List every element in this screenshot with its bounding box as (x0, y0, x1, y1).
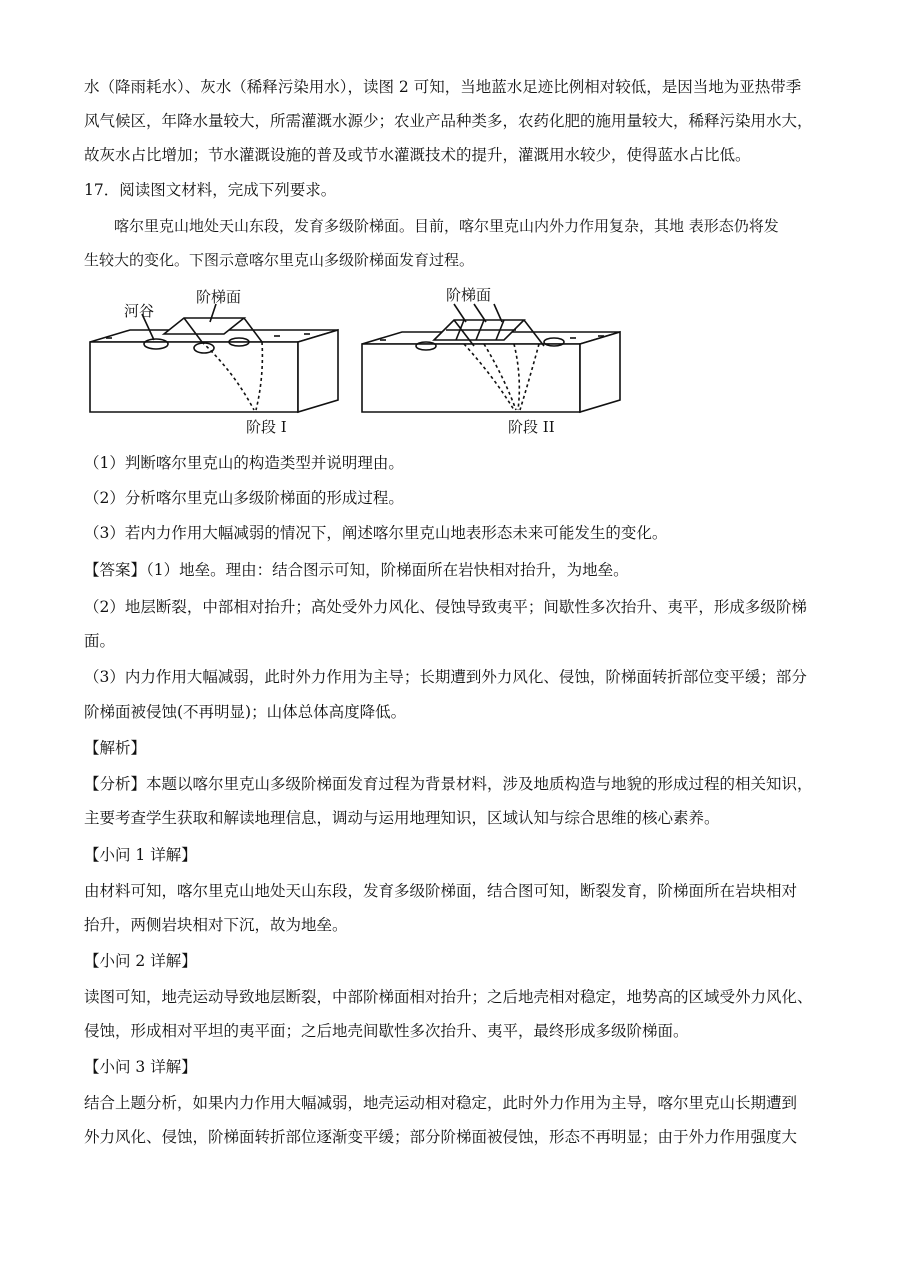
q1-line: 抬升，两侧岩块相对下沉，故为地垒。 (84, 916, 348, 934)
intro-line: 水（降雨耗水）、灰水（稀释污染用水），读图 2 可知，当地蓝水足迹比例相对较低，是因当地为亚热带季 (84, 78, 802, 96)
question-item: （3）若内力作用大幅减弱的情况下，阐述喀尔里克山地表形态未来可能发生的变化。 (84, 524, 668, 542)
q3-line: 外力风化、侵蚀，阶梯面转折部位逐渐变平缓；部分阶梯面被侵蚀，形态不再明显；由于外力作用强度大 (84, 1128, 798, 1146)
terrace-development-figure (84, 282, 644, 442)
answer-line: （2）地层断裂，中部相对抬升；高处受外力风化、侵蚀导致夷平；间歇性多次抬升、夷平，形成多级阶梯 (84, 598, 807, 616)
question-title: 17．阅读图文材料，完成下列要求。 (84, 181, 337, 199)
stage2-terrace-label: 阶梯面 (446, 286, 492, 304)
q2-line: 读图可知，地壳运动导致地层断裂，中部阶梯面相对抬升；之后地壳相对稳定，地势高的区域受外力风化、 (84, 988, 813, 1006)
intro-line: 风气候区，年降水量较大，所需灌溉水源少；农业产品种类多，农药化肥的施用量较大，稀释污染用水大， (84, 112, 813, 130)
answer-line: 阶梯面被侵蚀(不再明显)；山体总体高度降低。 (84, 703, 407, 721)
material-line: 生较大的变化。下图示意喀尔里克山多级阶梯面发育过程。 (84, 251, 475, 269)
q3-header: 【小问 3 详解】 (84, 1058, 197, 1076)
analysis-line: 【分析】本题以喀尔里克山多级阶梯面发育过程为背景材料，涉及地质构造与地貌的形成过程的相关知识， (84, 775, 813, 793)
answer-line: 【答案】（1）地垒。理由：结合图示可知，阶梯面所在岩快相对抬升，为地垒。 (84, 561, 629, 579)
analysis-line: 主要考查学生获取和解读地理信息，调动与运用地理知识，区域认知与综合思维的核心素养。 (84, 809, 720, 827)
stage1-valley-label: 河谷 (124, 302, 155, 320)
stage2-caption: 阶段 II (508, 418, 555, 436)
q2-line: 侵蚀，形成相对平坦的夷平面；之后地壳间歇性多次抬升、夷平，最终形成多级阶梯面。 (84, 1022, 689, 1040)
analysis-header: 【解析】 (84, 739, 147, 757)
question-item: （1）判断喀尔里克山的构造类型并说明理由。 (84, 454, 404, 472)
material-line: 喀尔里克山地处天山东段，发育多级阶梯面。目前，喀尔里克山内外力作用复杂，其地 表形态仍将发 (114, 217, 779, 235)
stage2-block-diagram (362, 304, 620, 412)
question-item: （2）分析喀尔里克山多级阶梯面的形成过程。 (84, 489, 404, 507)
answer-line: （3）内力作用大幅减弱，此时外力作用为主导；长期遭到外力风化、侵蚀，阶梯面转折部位变平缓；部分 (84, 668, 807, 686)
q3-line: 结合上题分析，如果内力作用大幅减弱，地壳运动相对稳定，此时外力作用为主导，喀尔里克山长期遭到 (84, 1094, 798, 1112)
q1-header: 【小问 1 详解】 (84, 846, 197, 864)
stage1-caption: 阶段 I (246, 418, 287, 436)
intro-line: 故灰水占比增加；节水灌溉设施的普及或节水灌溉技术的提升，灌溉用水较少，使得蓝水占比低。 (84, 146, 751, 164)
q2-header: 【小问 2 详解】 (84, 952, 197, 970)
answer-line: 面。 (84, 632, 116, 650)
stage1-terrace-label: 阶梯面 (196, 288, 242, 306)
q1-line: 由材料可知，喀尔里克山地处天山东段，发育多级阶梯面，结合图可知，断裂发育，阶梯面所在岩块相对 (84, 882, 798, 900)
stage1-block-diagram (90, 304, 338, 412)
